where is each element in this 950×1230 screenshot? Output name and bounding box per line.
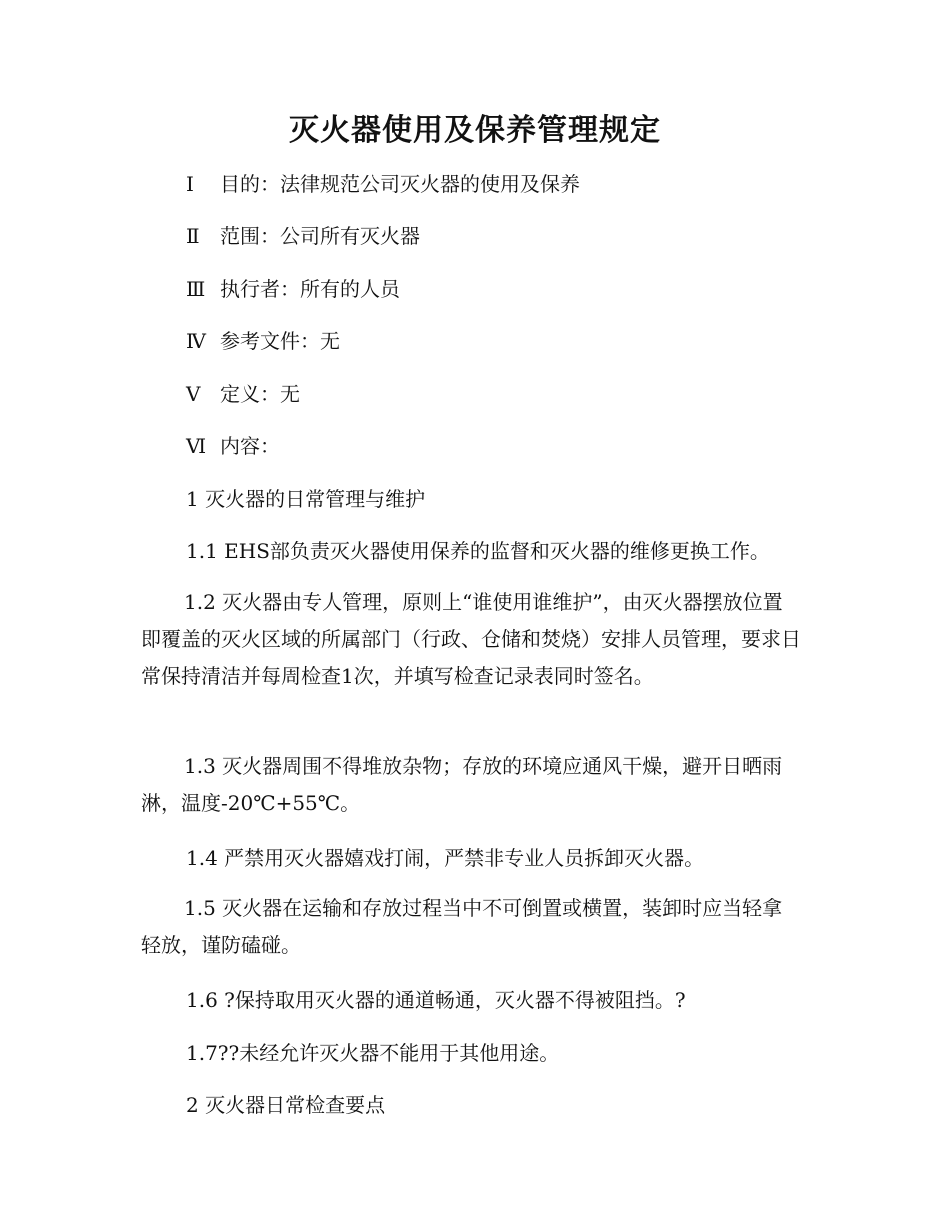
item-number: Ⅱ [186,224,200,248]
paragraph-1-4: 1.4 严禁用灭火器嬉戏打闹，严禁非专业人员拆卸灭火器。 [186,846,705,870]
item-executor [186,276,400,302]
paragraph-1-1: 1.1 EHS部负责灭火器使用保养的监督和灭火器的维修更换工作。 [186,539,770,563]
paragraph-1-5: 1.5 灭火器在运输和存放过程当中不可倒置或横置，装卸时应当轻拿轻放，谨防磕碰。 [141,896,783,957]
item-definition [186,381,300,407]
item-number: Ⅵ [186,434,207,458]
item-references [186,328,340,354]
section-2-heading: 2 灭火器日常检查要点 [186,1093,386,1117]
item-number: Ⅴ [186,382,201,406]
item-text: 目的：法律规范公司灭火器的使用及保养 [220,172,580,196]
paragraph-1-7: 1.7??未经允许灭火器不能用于其他用途。 [186,1041,560,1065]
item-text: 参考文件：无 [220,329,340,353]
item-number: Ⅳ [186,329,206,353]
section-1-heading: 1 灭火器的日常管理与维护 [186,487,426,511]
item-purpose [186,171,580,197]
item-number: Ⅰ [186,172,194,196]
item-number: Ⅲ [186,277,206,301]
item-text: 范围：公司所有灭火器 [220,224,420,248]
paragraph-1-6: 1.6 ?保持取用灭火器的通道畅通，灭火器不得被阻挡。? [186,988,686,1012]
document-title: 灭火器使用及保养管理规定 [289,113,661,148]
item-content [186,433,280,459]
item-text: 执行者：所有的人员 [220,277,400,301]
paragraph-1-3: 1.3 灭火器周围不得堆放杂物；存放的环境应通风干燥，避开日晒雨淋，温度-20℃+55℃。 [141,754,783,815]
item-text: 内容： [220,434,280,458]
item-text: 定义：无 [220,382,300,406]
paragraph-1-2: 1.2 灭火器由专人管理，原则上“谁使用谁维护”，由灭火器摆放位置即覆盖的灭火区域的所属部门（行政、仓储和焚烧）安排人员管理，要求日常保持清洁并每周检查1次，并填写检查记录表同时签名。 [141,590,801,688]
item-scope [186,223,420,249]
